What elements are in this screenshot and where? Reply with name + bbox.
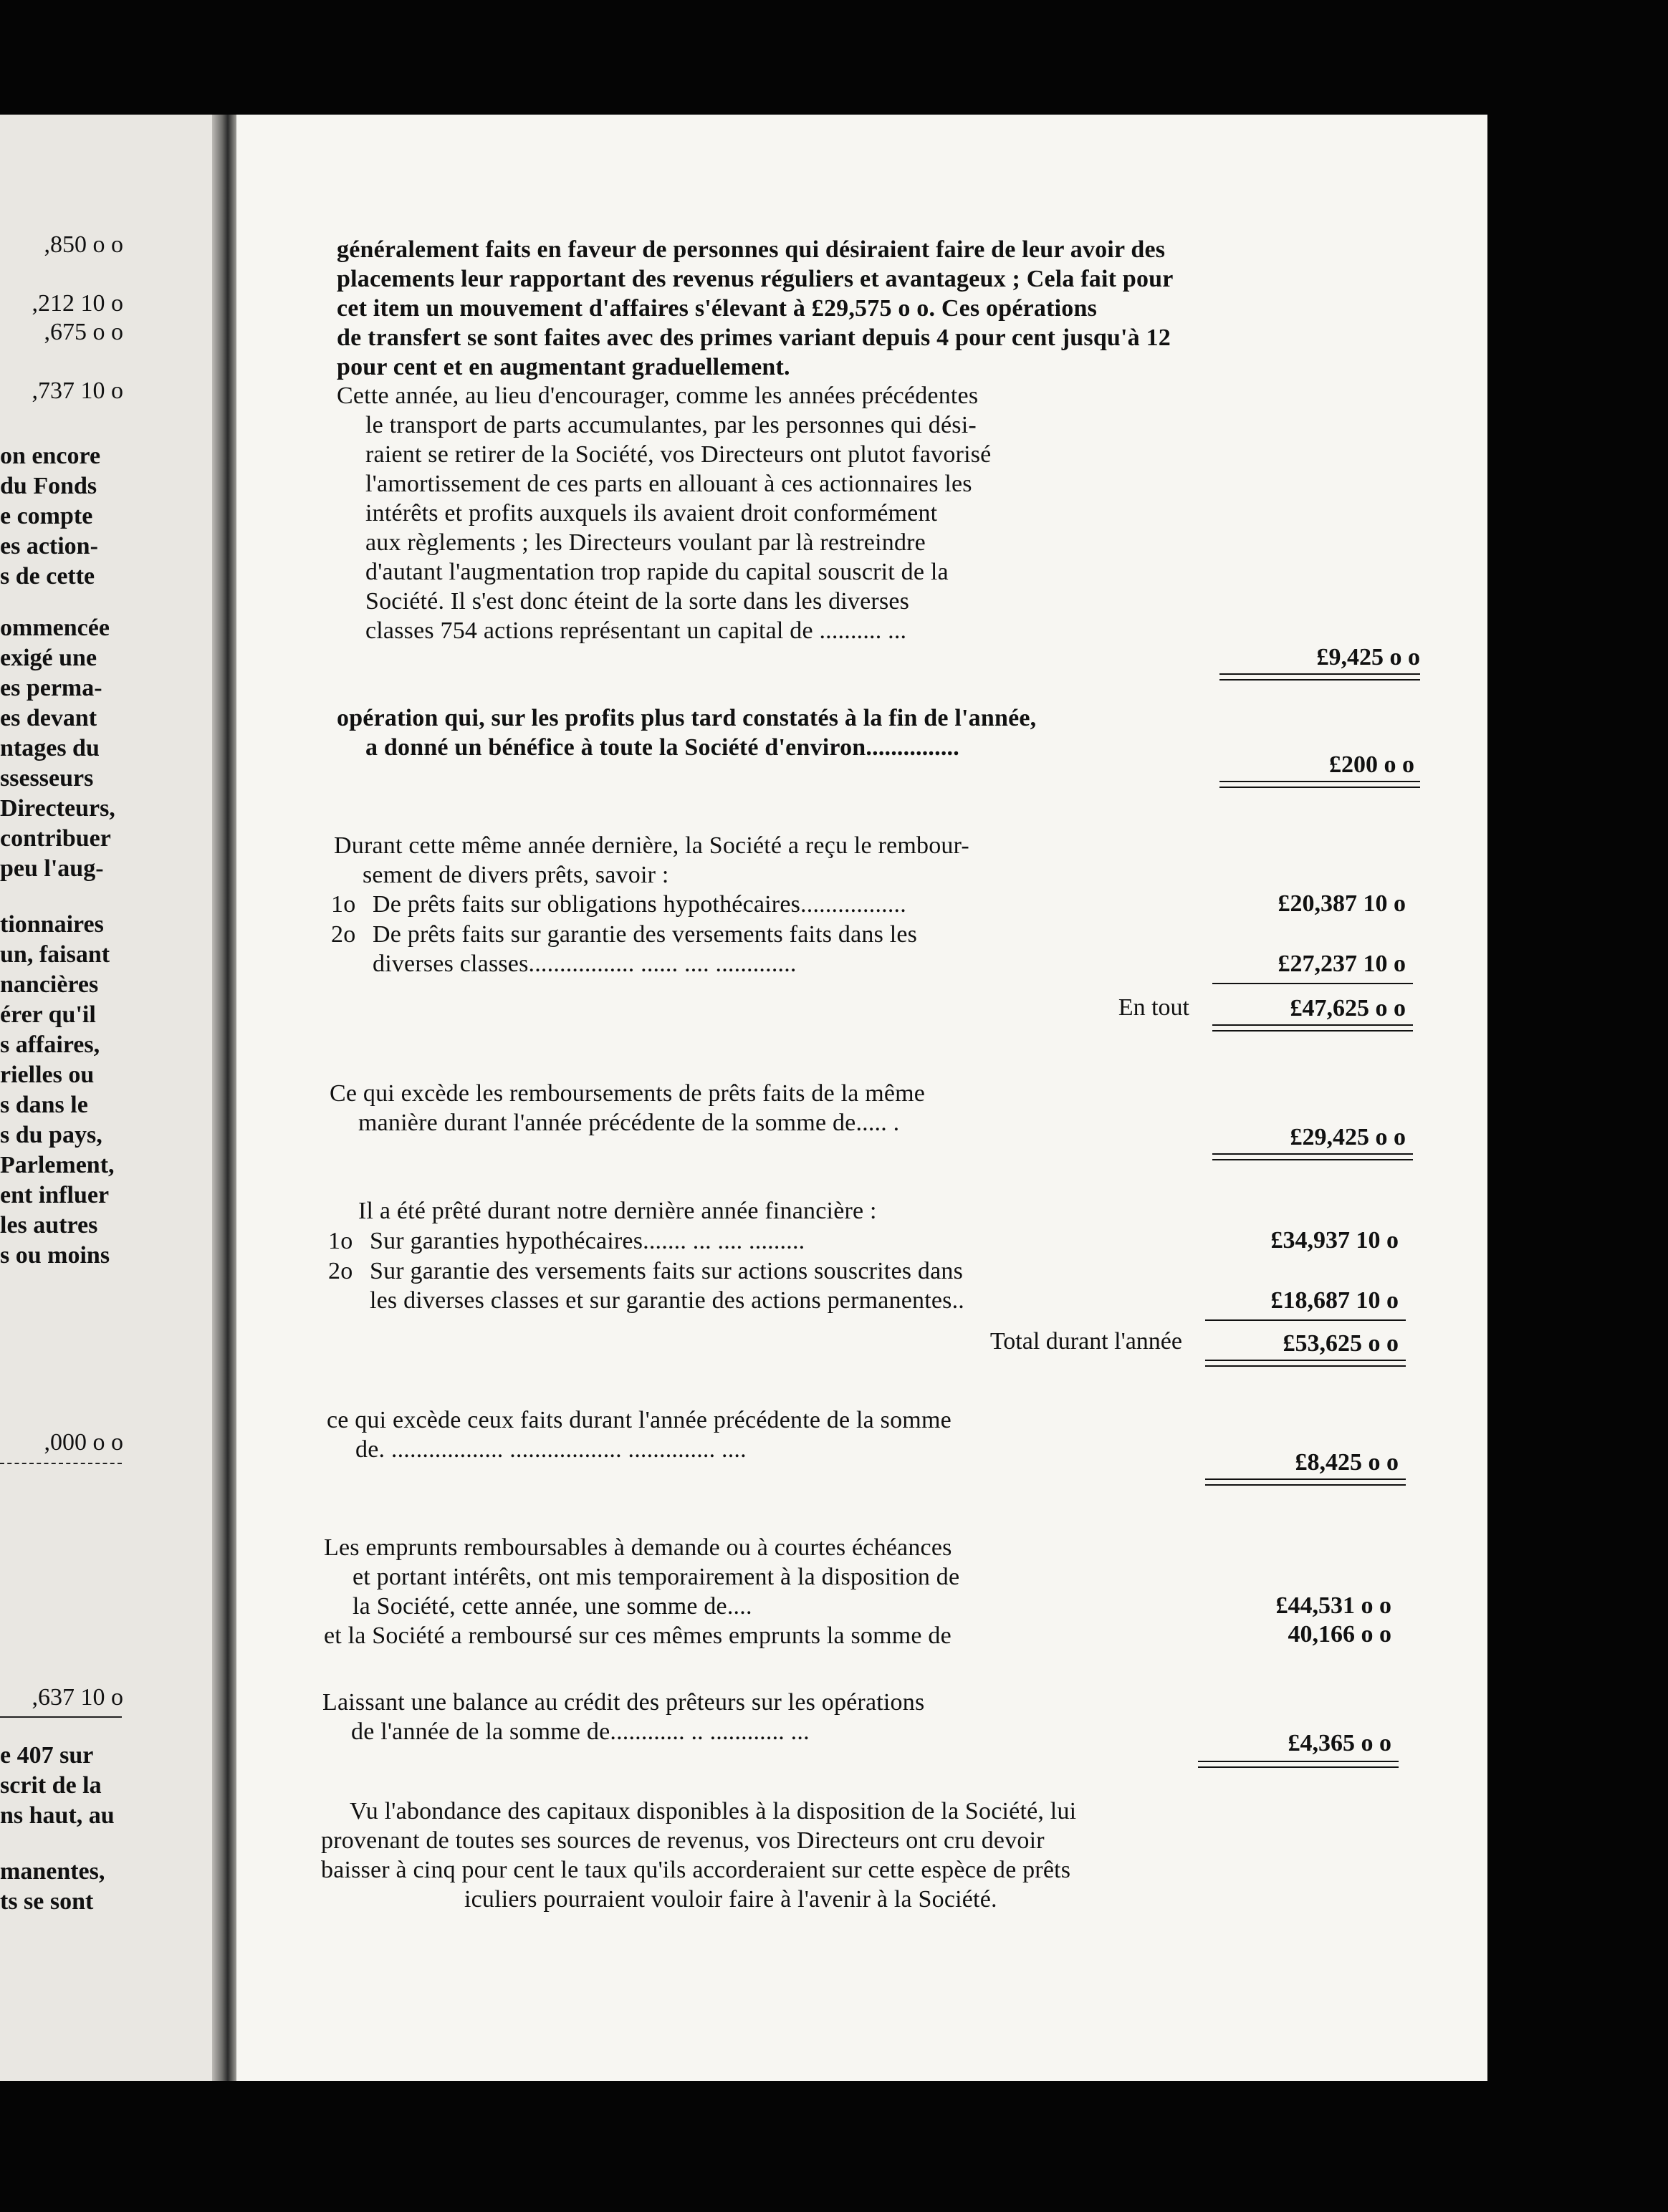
document-page — [236, 115, 1487, 2081]
left-text: ntages du — [0, 735, 100, 761]
double-rule — [1219, 673, 1420, 681]
benefice-amount: £200 o o — [1329, 751, 1414, 778]
double-rule — [1205, 1360, 1406, 1367]
emprunts-amount-2: 40,166 o o — [1288, 1621, 1391, 1648]
benefice-paragraph: opération qui, sur les profits plus tard constatés à la fin de l'année, a donné un bénéfice à toute la Société d'environ............... — [337, 705, 1037, 761]
left-text: scrit de la — [0, 1772, 102, 1799]
left-text: s affaires, — [0, 1032, 100, 1058]
left-amount-2: ,212 10 o — [32, 290, 123, 317]
left-text: contribuer — [0, 825, 111, 852]
single-rule — [1205, 1319, 1406, 1321]
left-text: s de cette — [0, 563, 95, 590]
left-text: érer qu'il — [0, 1001, 96, 1028]
balance-paragraph: Laissant une balance au crédit des prêteurs sur les opérations de l'année de la somme de............ .. ............ ... — [322, 1689, 925, 1745]
left-text: on encore — [0, 443, 101, 469]
left-text: es devant — [0, 705, 97, 731]
amortissement-amount: £9,425 o o — [1316, 644, 1420, 670]
double-rule — [1212, 1153, 1413, 1160]
remboursements-total-amount: £47,625 o o — [1290, 995, 1406, 1021]
double-rule — [1212, 1024, 1413, 1032]
left-text: rielles ou — [0, 1062, 95, 1088]
left-text: es perma- — [0, 675, 102, 701]
emprunts-amount-1: £44,531 o o — [1275, 1592, 1391, 1619]
left-text: nancières — [0, 971, 99, 998]
left-amount-4: ,737 10 o — [32, 378, 123, 404]
left-text: ts se sont — [0, 1888, 94, 1915]
excedent-remboursements-amount: £29,425 o o — [1290, 1124, 1406, 1150]
prets-total-label: Total durant l'année — [989, 1328, 1182, 1355]
left-text: du Fonds — [0, 473, 97, 499]
remboursement-amount-1: £20,387 10 o — [1278, 890, 1406, 917]
remboursements-intro: Durant cette même année dernière, la Société a reçu le rembour- sement de divers prêts, savoir : — [334, 832, 969, 888]
left-text: ent influer — [0, 1182, 110, 1208]
prets-intro: Il a été prêté durant notre dernière année financière : — [358, 1198, 877, 1224]
left-text: un, faisant — [0, 941, 110, 968]
remboursement-amount-2: £27,237 10 o — [1278, 951, 1406, 977]
balance-amount: £4,365 o o — [1288, 1730, 1391, 1756]
excedent-remboursements-paragraph: Ce qui excède les remboursements de prêts faits de la même manière durant l'année précédente de la somme de..... . — [330, 1080, 926, 1136]
left-rule — [0, 1463, 122, 1464]
prets-total-amount: £53,625 o o — [1283, 1330, 1399, 1357]
pret-amount-1: £34,937 10 o — [1270, 1227, 1399, 1254]
left-text: s dans le — [0, 1092, 88, 1118]
left-amount-3: ,675 o o — [44, 319, 123, 345]
left-text: exigé une — [0, 645, 97, 671]
pret-amount-2: £18,687 10 o — [1270, 1287, 1399, 1314]
left-text: s ou moins — [0, 1242, 110, 1269]
left-text: e 407 sur — [0, 1742, 94, 1769]
left-text: Parlement, — [0, 1152, 115, 1178]
left-amount-1: ,850 o o — [44, 231, 123, 258]
intro-paragraph: généralement faits en faveur de personnes qui désiraient faire de leur avoir des placements leur rapportant des revenus réguliers et avantageux ; Cela fait pour cet item un mouvement d'affaires s'élevant à £29,575 o o. Ces opérations de transfert se sont faites avec des primes variant depuis 4 pour cent jusqu'à 12 pour cent et en augmentant graduellement. — [337, 236, 1174, 380]
excedent-prets-amount: £8,425 o o — [1295, 1449, 1399, 1476]
single-rule — [1212, 983, 1413, 984]
amortissement-paragraph: Cette année, au lieu d'encourager, comme les années précédentes le transport de parts accumulantes, par les personnes qui dési- raient se retirer de la Société, vos Directeurs ont plutot favorisé l'amortissement de ces parts en allouant à ces actionnaires les intérêts et profits auxquels ils avaient droit conformément aux règlements ; les Directeurs voulant par là restreindre d'autant l'augmentation trop rapide du capital souscrit de la Société. Il s'est donc éteint de la sorte dans les diverses classes 754 actions représentant un capital de .......... ... — [337, 383, 992, 644]
left-text: les autres — [0, 1212, 98, 1239]
remboursement-item-1: 1o De prêts faits sur obligations hypothécaires................. — [331, 891, 906, 918]
left-text: s du pays, — [0, 1122, 102, 1148]
left-text: peu l'aug- — [0, 855, 104, 882]
left-text: manentes, — [0, 1858, 105, 1885]
double-rule — [1205, 1478, 1406, 1486]
left-amount-6: ,637 10 o — [32, 1684, 123, 1711]
left-amount-5: ,000 o o — [44, 1429, 123, 1456]
emprunts-paragraph: Les emprunts remboursables à demande ou à courtes échéances et portant intérêts, ont mis temporairement à la disposition de la Société, cette année, une somme de.... et la Société a remboursé sur ces mêmes emprunts la somme de — [324, 1534, 960, 1649]
left-text: ssesseurs — [0, 765, 94, 792]
remboursement-item-2: 2o De prêts faits sur garantie des versements faits dans les diverses classes................. ...... .... ............. — [331, 921, 918, 977]
left-text: e compte — [0, 503, 93, 529]
double-rule — [1219, 781, 1420, 788]
left-text: es action- — [0, 533, 98, 559]
pret-item-2: 2o Sur garantie des versements faits sur actions souscrites dans les diverses classes et sur garantie des actions permanentes.. — [328, 1258, 965, 1314]
left-text: tionnaires — [0, 911, 104, 938]
excedent-prets-paragraph: ce qui excède ceux faits durant l'année précédente de la somme de. .................. .................. .............. .... — [327, 1407, 952, 1463]
left-text: ommencée — [0, 615, 110, 641]
double-rule — [1198, 1761, 1399, 1768]
pret-item-1: 1o Sur garanties hypothécaires....... ... .... ......... — [328, 1228, 805, 1254]
left-text: ns haut, au — [0, 1802, 115, 1829]
left-page-fragment — [0, 115, 224, 2081]
remboursements-total-label: En tout — [1118, 994, 1189, 1021]
left-text: Directeurs, — [0, 795, 115, 822]
closing-paragraph: Vu l'abondance des capitaux disponibles à la disposition de la Société, lui provenant de toutes ses sources de revenus, vos Directeurs ont cru devoir baisser à cinq pour cent le taux qu'ils accorderaient sur cette espèce de prêts iculiers pourraient vouloir faire à l'avenir à la Société. — [321, 1798, 1077, 1913]
left-rule — [0, 1716, 122, 1718]
